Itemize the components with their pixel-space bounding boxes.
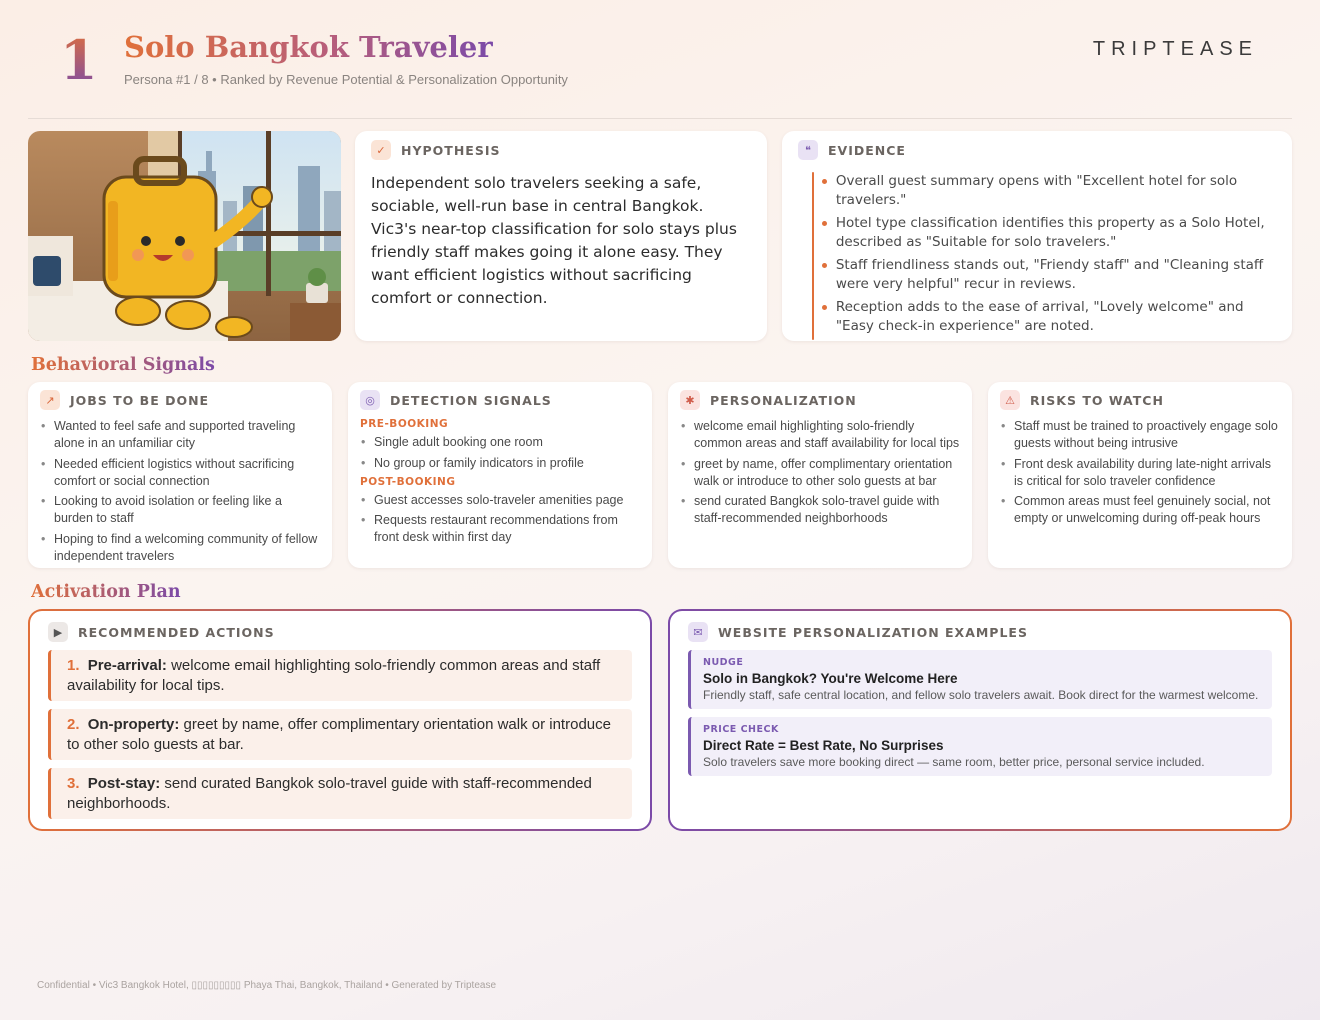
list-item: • Single adult booking one room [360,434,640,451]
example-title: Solo in Bangkok? You're Welcome Here [703,671,958,686]
evidence-item: Reception adds to the ease of arrival, "Lovely welcome" and "Easy check-in experience" are noted. [836,298,1276,336]
suitcase-mascot-illustration [28,131,341,341]
list-item: • No group or family indicators in profile [360,455,640,472]
quote-icon: ❝ [798,140,818,160]
hypothesis-label: HYPOTHESIS [401,142,501,158]
recommended-actions-panel [28,609,652,831]
pre-booking-list [360,434,640,472]
action-text: welcome email highlighting solo-friendly common areas and staff availability for local tips. [67,657,601,694]
jobs-list [40,418,320,565]
example-tag: NUDGE [703,657,744,668]
list-item: • Common areas must feel genuinely social, not empty or unwelcoming during off-peak hours [1000,493,1280,527]
website-example [688,717,1272,776]
list-item: • Needed efficient logistics without sacrificing comfort or social connection [40,456,320,490]
page-footer: Confidential • Vic3 Bangkok Hotel, ▯▯▯▯▯▯▯▯▯ Phaya Thai, Bangkok, Thailand • Generated by Triptease [37,980,496,991]
list-item: • send curated Bangkok solo-travel guide with staff-recommended neighborhoods [680,493,960,527]
action-item [48,650,632,701]
list-item: • Guest accesses solo-traveler amenities page [360,492,640,509]
action-number: 3. [67,775,80,792]
page-subtitle: Persona #1 / 8 • Ranked by Revenue Potential & Personalization Opportunity [124,72,568,87]
post-booking-label: POST-BOOKING [360,475,456,488]
risks-card [988,382,1292,568]
pre-booking-label: PRE-BOOKING [360,418,449,430]
website-example [688,650,1272,709]
example-body: Friendly staff, safe central location, and fellow solo travelers await. Book direct for the warmest welcome. [703,688,1259,702]
list-item: • Wanted to feel safe and supported traveling alone in an unfamiliar city [40,418,320,452]
page-title: Solo Bangkok Traveler [124,30,493,64]
list-item: • Staff must be trained to proactively engage solo guests without being intrusive [1000,418,1280,452]
list-item: • Looking to avoid isolation or feeling like a burden to staff [40,493,320,527]
detection-label: DETECTION SIGNALS [390,392,552,408]
evidence-accent-bar [812,172,814,340]
list-item: • Front desk availability during late-night arrivals is critical for solo traveler confidence [1000,456,1280,490]
activation-plan-title: Activation Plan [31,582,181,602]
personalization-list [680,418,960,527]
list-item: • greet by name, offer complimentary orientation walk or introduce to other solo guests at bar [680,456,960,490]
example-title: Direct Rate = Best Rate, No Surprises [703,738,944,753]
warning-icon: ⚠ [1000,390,1020,410]
risks-list [1000,418,1280,527]
evidence-card [782,131,1292,341]
action-text: greet by name, offer complimentary orientation walk or introduce to other solo guests at bar. [67,716,611,753]
persona-number: 1 [60,28,98,92]
action-number: 2. [67,716,80,733]
example-body: Solo travelers save more booking direct — same room, better price, personal service included. [703,755,1205,769]
detection-card [348,382,652,568]
website-examples-label: WEBSITE PERSONALIZATION EXAMPLES [718,624,1028,640]
hypothesis-card [355,131,767,341]
post-booking-list [360,492,640,547]
header-divider [28,118,1292,119]
action-lead: On-property: [87,716,180,733]
action-number: 1. [67,657,80,674]
risks-label: RISKS TO WATCH [1030,392,1164,408]
sparkle-icon: ✱ [680,390,700,410]
evidence-label: EVIDENCE [828,142,906,158]
recommended-actions-label: RECOMMENDED ACTIONS [78,624,275,640]
evidence-item: Staff friendliness stands out, "Friendy staff" and "Cleaning staff were very helpful" recur in reviews. [836,256,1276,294]
target-icon: ◎ [360,390,380,410]
list-item: • Requests restaurant recommendations from front desk within first day [360,512,640,546]
persona-illustration [28,131,341,341]
jobs-card [28,382,332,568]
check-icon: ✓ [371,140,391,160]
evidence-item: Overall guest summary opens with "Excellent hotel for solo travelers." [836,172,1276,210]
example-tag: PRICE CHECK [703,724,779,735]
behavioral-signals-title: Behavioral Signals [31,355,215,375]
action-item [48,768,632,819]
evidence-item: Hotel type classification identifies this property as a Solo Hotel, described as "Suitable for solo travelers." [836,214,1276,252]
action-lead: Pre-arrival: [87,657,167,674]
personalization-card [668,382,972,568]
trend-arrow-icon: ↗ [40,390,60,410]
action-text: send curated Bangkok solo-travel guide with staff-recommended neighborhoods. [67,775,592,812]
mail-icon: ✉ [688,622,708,642]
website-examples-panel [668,609,1292,831]
hypothesis-text: Independent solo travelers seeking a safe, sociable, well-run base in central Bangkok. Vic3's near-top classification for solo stays plus friendly staff makes going it alone easy. They want efficient logistics without sacrificing comfort or connection. [371,174,737,307]
play-icon: ▶ [48,622,68,642]
personalization-label: PERSONALIZATION [710,392,857,408]
jobs-label: JOBS TO BE DONE [70,392,210,408]
list-item: • welcome email highlighting solo-friendly common areas and staff availability for local tips [680,418,960,452]
list-item: • Hoping to find a welcoming community of fellow independent travelers [40,531,320,565]
action-item [48,709,632,760]
evidence-list [836,172,1276,340]
action-lead: Post-stay: [87,775,161,792]
brand-logo: TRIPTEASE [1092,38,1258,60]
